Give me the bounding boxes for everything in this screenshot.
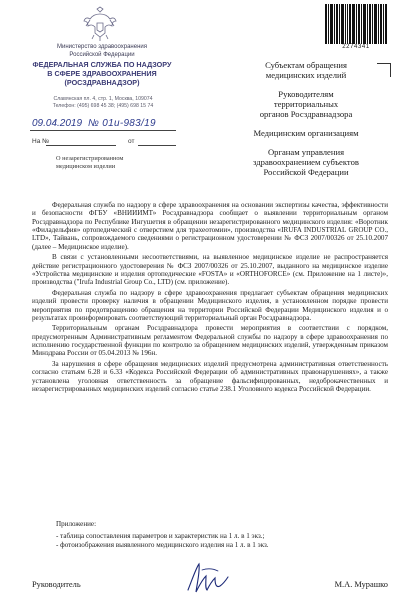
registration-underline: [30, 130, 176, 131]
body-paragraph: Федеральная служба по надзору в сфере здравоохранения на основании экспертизы качества, эффективности и безопасности ФГБУ «ВНИИИМТ» Росздравнадзора сообщает о выявлении территориальным органом Росздравнадзора по Республике Ингушетия в обращении незарегистрированного медицинского изделия: «Воротник «Филадельфия» ортопедический с отверстием для трахеотомии», производства «IRUFA INDUSTRIAL GROUP CO., LTD», Тайвань, сопровождаемого сведениями о регистрационном удостоверении № ФСЗ 2007/00326 от 25.10.2007 (далее – Медицинское изделие).: [32, 201, 388, 251]
addressee: [236, 89, 376, 120]
signature-block: [32, 580, 388, 592]
signatory-role: Руководитель: [32, 580, 81, 589]
service-line: (РОСЗДРАВНАДЗОР): [64, 78, 140, 87]
service-name: [24, 60, 180, 87]
addressee-line: медицинских изделий: [265, 70, 347, 81]
addressee-line: Субъектам обращения: [265, 60, 347, 70]
ot-underline: [138, 145, 176, 146]
na-underline: [46, 145, 116, 146]
number-prefix: №: [88, 118, 100, 129]
addressee-line: здравоохранением субъектов: [253, 157, 359, 168]
registration-number: [88, 118, 156, 129]
registration-line: [30, 118, 180, 132]
barcode-number: 2274341: [342, 44, 370, 50]
ministry-line: Российской Федерации: [69, 51, 135, 58]
addressee: [236, 128, 376, 138]
addressee-line: Органам управления: [267, 147, 345, 157]
signatory-name: М.А. Мурашко: [334, 580, 388, 589]
letter-subject: [56, 155, 156, 171]
address-line: Славянская пл. 4, стр. 1, Москва, 109074: [53, 96, 153, 102]
addressee-line: Российской Федерации: [263, 167, 349, 178]
attachment-item: - фотоизображения выявленного медицинского изделия на 1 л. в 1 экз.: [56, 541, 269, 549]
attachments-title: Приложение:: [56, 520, 97, 528]
letter-body: [32, 201, 388, 396]
addressee-corner-mark: [377, 63, 391, 77]
subject-line: О незарегистрированном: [56, 155, 124, 162]
service-line: ФЕДЕРАЛЬНАЯ СЛУЖБА ПО НАДЗОРУ: [32, 60, 172, 69]
ministry-name: [32, 44, 172, 59]
coat-of-arms-emblem: [82, 6, 118, 42]
attachments: [56, 520, 376, 551]
address-line: Телефон: (495) 698 45 38; (495) 698 15 74: [52, 103, 154, 109]
ot-label: от: [128, 138, 135, 145]
reference-line: [30, 138, 180, 148]
sender-address: [40, 96, 166, 110]
subject-line: медицинском изделии: [56, 163, 116, 170]
body-paragraph: За нарушения в сфере обращения медицинских изделий предусмотрена административная ответственность согласно статьям 6.28 и 6.33 «Кодекса Российской Федерации об административных правонарушениях», а также установлена уголовная ответственность за обращение фальсифицированных, недоброкачественных и незарегистрированных медицинских изделий согласно статье 238.1 Уголовного кодекса Российской Федерации.: [32, 359, 388, 393]
na-label: На №: [32, 138, 50, 145]
service-line: В СФЕРЕ ЗДРАВООХРАНЕНИЯ: [47, 69, 157, 78]
addressees-block: [236, 60, 376, 186]
body-paragraph: В связи с установленными несоответствиями, на выявленное медицинское изделие не распространяется действие регистрационного удостоверения № ФСЗ 2007/00326 от 25.10.2007, выданного на медицинское изделие «Устройства медицинские и изделия ортопедические «FOSTA» и «ORTHOFORCE» (см. Приложение на 1 листе)», производства ("Irufa Industrial Group Co., LTD) (см. приложение).: [32, 253, 388, 287]
attachment-item: - таблица сопоставления параметров и характеристик на 1 л. в 1 экз.;: [56, 531, 265, 540]
addressee-line: органов Росздравнадзора: [259, 109, 353, 120]
number-value: 01и-983/19: [102, 118, 156, 129]
registration-date: 09.04.2019: [32, 118, 83, 129]
body-paragraph: Территориальным органам Росздравнадзора провести мероприятия в соответствии с порядком, предусмотренным Административным регламентом Федеральной службы по надзору в сфере здравоохранения по исполнению государственной функции по контролю за обращением медицинских изделий, утвержденным приказом Минздрава России от 05.04.2013 № 196н.: [32, 324, 388, 358]
addressee-line: Руководителям: [278, 89, 334, 99]
ministry-line: Министерство здравоохранения: [57, 44, 147, 50]
barcode: [325, 4, 387, 44]
addressee-line: Медицинским организациям: [253, 128, 359, 139]
body-paragraph: Федеральная служба по надзору в сфере здравоохранения предлагает субъектам обращения медицинских изделий провести проверку наличия в обращении Медицинского изделия, в установленном порядке провести мероприятия по предотвращению обращения на территории Российской Федерации Медицинского изделия и о результатах проинформировать соответствующий территориальный орган Росздравнадзора.: [32, 288, 388, 322]
addressee: [236, 60, 376, 80]
addressee-line: территориальных: [273, 99, 339, 110]
addressee: [236, 147, 376, 178]
